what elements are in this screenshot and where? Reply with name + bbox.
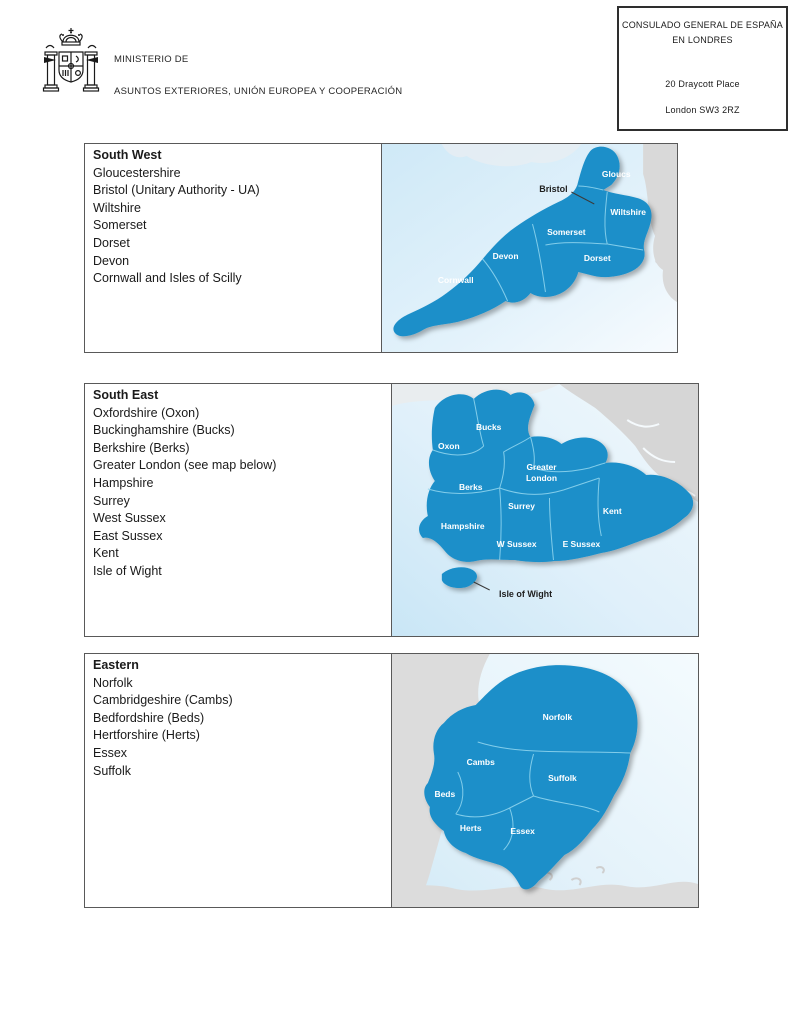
region-title: South West <box>93 148 162 162</box>
consulate-address-line1: 20 Draycott Place <box>665 79 740 89</box>
region-area-item: Suffolk <box>93 763 131 778</box>
map-label-somerset: Somerset <box>547 226 586 238</box>
region-area-item: East Sussex <box>93 528 163 543</box>
region-area-item: Norfolk <box>93 675 133 690</box>
map-eastern <box>392 654 698 907</box>
map-south-east <box>392 384 698 636</box>
region-area-item: Buckinghamshire (Bucks) <box>93 423 235 438</box>
region-area-item: Surrey <box>93 493 130 508</box>
region-area-item: Dorset <box>93 235 130 250</box>
map-label-suffolk: Suffolk <box>548 772 577 784</box>
region-area-item: Bristol (Unitary Authority - UA) <box>93 183 260 198</box>
map-label-bristol: Bristol <box>539 183 568 195</box>
region-table-south-west <box>84 143 678 353</box>
region-area-item: Cambridgeshire (Cambs) <box>93 693 233 708</box>
map-label-greater-london-line2: London <box>526 472 558 484</box>
region-area-item: Berkshire (Berks) <box>93 440 190 455</box>
consulate-address-line2: London SW3 2RZ <box>665 105 740 115</box>
map-label-oxon: Oxon <box>438 440 460 452</box>
map-label-surrey: Surrey <box>508 500 535 512</box>
map-label-berks: Berks <box>458 481 483 493</box>
map-label-devon: Devon <box>492 250 519 262</box>
region-area-item: Greater London (see map below) <box>93 458 277 473</box>
ministry-name <box>114 54 402 97</box>
map-label-e-sussex: E Sussex <box>562 538 601 550</box>
map-south-west <box>382 144 677 352</box>
map-label-norfolk: Norfolk <box>542 711 573 723</box>
eastern-map-image <box>392 654 698 907</box>
region-table-south-east <box>84 383 699 637</box>
map-label-cambs: Cambs <box>466 756 495 768</box>
spain-coat-of-arms-icon <box>42 26 100 104</box>
ministry-line2: ASUNTOS EXTERIORES, UNIÓN EUROPEA Y COOPERACIÓN <box>114 86 403 97</box>
south-east-map-image <box>392 384 698 636</box>
consulate-address-box <box>617 6 788 131</box>
region-area-item: Isle of Wight <box>93 563 162 578</box>
region-title: Eastern <box>93 658 139 672</box>
coat-of-arms-svg <box>42 26 100 104</box>
map-label-w-sussex: W Sussex <box>496 538 537 550</box>
map-label-greater-london-line1: Greater <box>526 461 557 473</box>
map-label-herts: Herts <box>459 822 482 834</box>
map-label-dorset: Dorset <box>583 252 611 264</box>
region-area-item: Cornwall and Isles of Scilly <box>93 271 242 286</box>
region-area-item: Bedfordshire (Beds) <box>93 710 205 725</box>
region-area-item: West Sussex <box>93 511 166 526</box>
region-area-item: Gloucestershire <box>93 165 181 180</box>
map-label-cornwall: Cornwall <box>437 274 474 286</box>
region-area-item: Devon <box>93 253 130 268</box>
consulate-name-line2: EN LONDRES <box>672 35 733 45</box>
ministry-line1: MINISTERIO DE <box>114 54 189 65</box>
region-area-item: Wiltshire <box>93 200 141 215</box>
map-label-bucks: Bucks <box>475 421 502 433</box>
region-area-item: Kent <box>93 546 119 561</box>
region-table-eastern <box>84 653 699 908</box>
region-area-item: Essex <box>93 745 128 760</box>
region-list-south-west <box>85 144 382 352</box>
region-title: South East <box>93 388 159 402</box>
map-label-gloucs: Gloucs <box>601 168 631 180</box>
map-label-isle-of-wight: Isle of Wight <box>498 588 553 600</box>
map-label-hampshire: Hampshire <box>440 520 485 532</box>
map-label-kent: Kent <box>602 505 622 517</box>
map-label-essex: Essex <box>510 825 535 837</box>
map-label-beds: Beds <box>434 788 456 800</box>
region-list-eastern <box>85 654 392 907</box>
region-area-item: Somerset <box>93 218 147 233</box>
map-label-wiltshire: Wiltshire <box>610 206 646 218</box>
region-area-item: Oxfordshire (Oxon) <box>93 405 200 420</box>
region-area-item: Hertforshire (Herts) <box>93 728 200 743</box>
region-area-item: Hampshire <box>93 475 154 490</box>
south-west-map-image <box>382 144 677 352</box>
region-list-south-east <box>85 384 392 636</box>
consulate-name-line1: CONSULADO GENERAL DE ESPAÑA <box>622 20 783 30</box>
